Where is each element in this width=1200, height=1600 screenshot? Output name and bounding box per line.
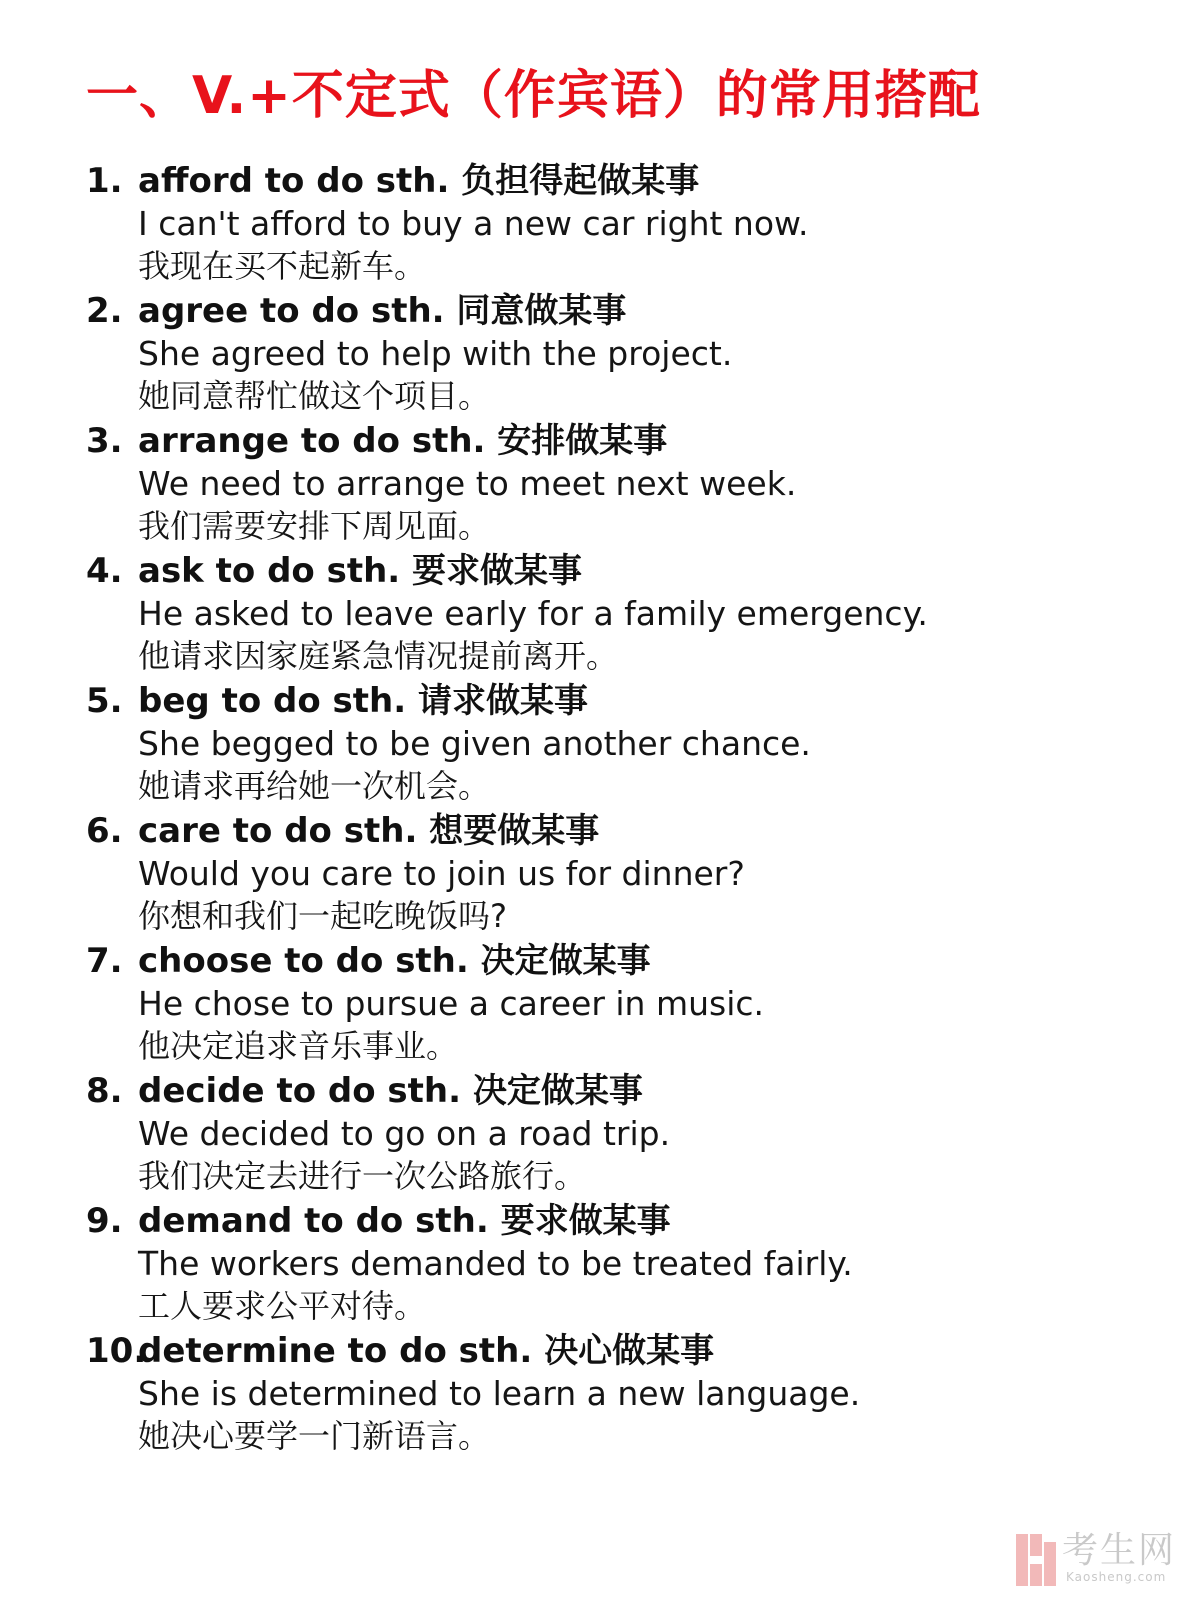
- page-title: 一、V.+不定式（作宾语）的常用搭配: [86, 66, 981, 126]
- item-phrase: choose to do sth. 决定做某事: [138, 941, 651, 981]
- item-phrase: agree to do sth. 同意做某事: [138, 291, 627, 331]
- item-phrase: afford to do sth. 负担得起做某事: [138, 161, 700, 201]
- item-number: 3.: [86, 421, 123, 461]
- item-phrase: demand to do sth. 要求做某事: [138, 1201, 671, 1241]
- item-example-zh: 工人要求公平对待。: [138, 1287, 427, 1325]
- item-example-zh: 他决定追求音乐事业。: [138, 1027, 459, 1065]
- list-item: [86, 678, 1146, 808]
- list-item: [86, 808, 1146, 938]
- list-item: [86, 418, 1146, 548]
- item-example-en: I can't afford to buy a new car right now.: [138, 204, 809, 243]
- item-number: 7.: [86, 941, 123, 981]
- item-number: 10.: [86, 1331, 147, 1371]
- item-example-zh: 她请求再给她一次机会。: [138, 767, 491, 805]
- item-example-zh: 她决心要学一门新语言。: [138, 1417, 491, 1455]
- item-number: 9.: [86, 1201, 123, 1241]
- list-item: [86, 1068, 1146, 1198]
- item-number: 1.: [86, 161, 123, 201]
- item-example-zh: 我们需要安排下周见面。: [138, 507, 491, 545]
- item-number: 5.: [86, 681, 123, 721]
- list-item: [86, 548, 1146, 678]
- list-item: [86, 288, 1146, 418]
- item-phrase: determine to do sth. 决心做某事: [138, 1331, 715, 1371]
- item-number: 6.: [86, 811, 123, 851]
- list-item: [86, 938, 1146, 1068]
- item-example-zh: 她同意帮忙做这个项目。: [138, 377, 491, 415]
- item-example-en: She begged to be given another chance.: [138, 724, 811, 763]
- item-number: 4.: [86, 551, 123, 591]
- item-example-en: He chose to pursue a career in music.: [138, 984, 765, 1023]
- item-example-en: We decided to go on a road trip.: [138, 1114, 671, 1153]
- list-item: [86, 1328, 1146, 1458]
- phrase-list: [86, 158, 1146, 1458]
- item-phrase: arrange to do sth. 安排做某事: [138, 421, 668, 461]
- item-example-zh: 我现在买不起新车。: [138, 247, 427, 285]
- item-phrase: beg to do sth. 请求做某事: [138, 681, 589, 721]
- item-example-en: The workers demanded to be treated fairly.: [138, 1244, 853, 1283]
- watermark-site: Kaosheng.com: [1066, 1570, 1167, 1584]
- item-phrase: care to do sth. 想要做某事: [138, 811, 600, 851]
- item-example-en: He asked to leave early for a family emergency.: [138, 594, 928, 633]
- item-number: 8.: [86, 1071, 123, 1111]
- list-item: [86, 158, 1146, 288]
- item-example-en: She agreed to help with the project.: [138, 334, 733, 373]
- item-example-zh: 他请求因家庭紧急情况提前离开。: [138, 637, 619, 675]
- watermark-name: 考生网: [1062, 1530, 1177, 1571]
- item-example-zh: 你想和我们一起吃晚饭吗?: [138, 897, 507, 935]
- watermark: [1016, 1530, 1186, 1592]
- item-number: 2.: [86, 291, 123, 331]
- item-phrase: ask to do sth. 要求做某事: [138, 551, 583, 591]
- item-example-en: She is determined to learn a new language.: [138, 1374, 861, 1413]
- list-item: [86, 1198, 1146, 1328]
- kaosheng-logo-icon: [1016, 1534, 1056, 1586]
- item-example-zh: 我们决定去进行一次公路旅行。: [138, 1157, 587, 1195]
- item-phrase: decide to do sth. 决定做某事: [138, 1071, 643, 1111]
- item-example-en: We need to arrange to meet next week.: [138, 464, 797, 503]
- item-example-en: Would you care to join us for dinner?: [138, 854, 745, 893]
